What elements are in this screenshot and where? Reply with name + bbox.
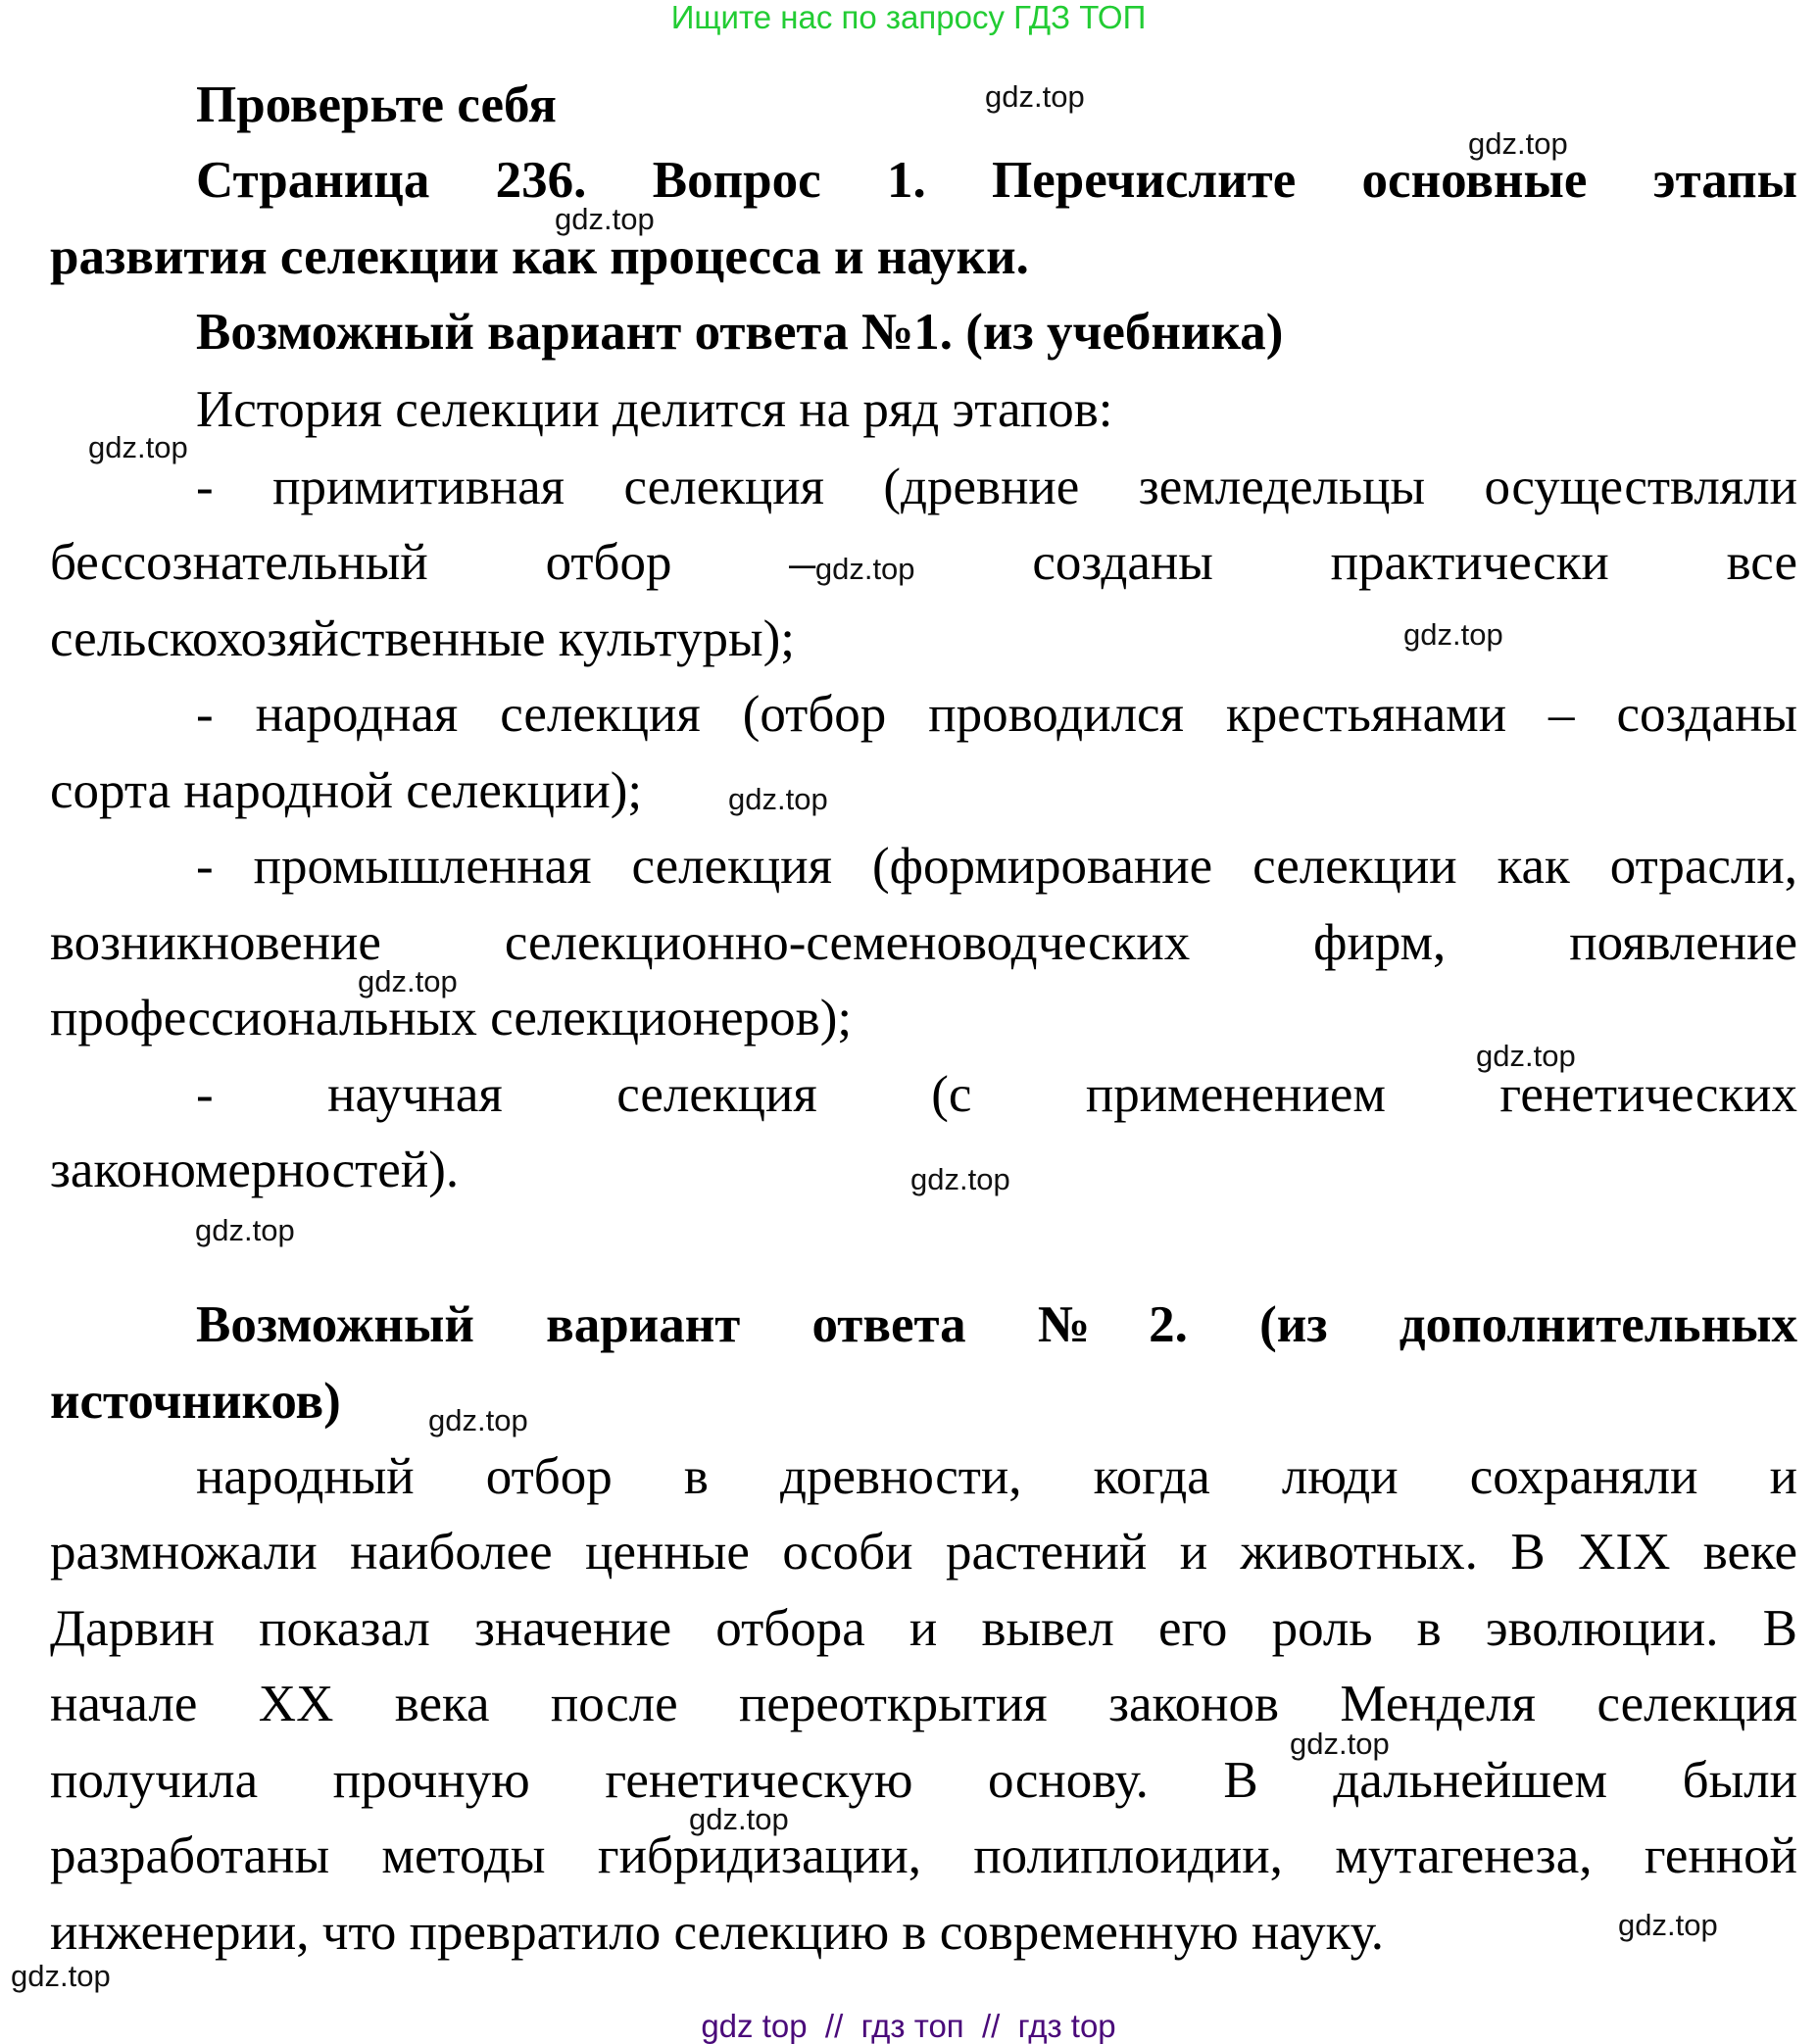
text-line: возникновение селекционно-семеноводческих фирм, появление: [50, 914, 1797, 971]
footer-links: gdz top // гдз топ // гдз top: [701, 2008, 1116, 2044]
watermark: gdz.top: [1290, 1727, 1390, 1761]
answer-heading-2: источников): [50, 1373, 341, 1430]
text-line: начале XX века после переоткрытия законов Менделя селекция: [50, 1676, 1797, 1732]
watermark: gdz.top: [555, 202, 655, 236]
text-line: народный отбор в древности, когда люди сохраняли и: [196, 1448, 1797, 1505]
search-banner: Ищите нас по запросу ГДЗ ТОП: [670, 0, 1147, 35]
watermark: gdz.top: [11, 1959, 111, 1993]
answer-heading-1: Возможный вариант ответа №1. (из учебника): [196, 304, 1284, 361]
text-line: получила прочную генетическую основу. В дальнейшем были: [50, 1752, 1797, 1809]
text-line: инженерии, что превратило селекцию в современную науку.: [50, 1904, 1385, 1961]
watermark: gdz.top: [1476, 1039, 1576, 1073]
text-line: Дарвин показал значение отбора и вывел его роль в эволюции. В: [50, 1600, 1797, 1657]
watermark: gdz.top: [428, 1403, 528, 1437]
text-line: сорта народной селекции);: [50, 762, 643, 819]
question-line: Страница 236. Вопрос 1. Перечислите основные этапы: [196, 152, 1797, 209]
watermark: gdz.top: [910, 1162, 1010, 1196]
watermark: gdz.top: [728, 782, 828, 816]
text-line: - промышленная селекция (формирование селекции как отрасли,: [196, 838, 1797, 895]
answer-heading-2: Возможный вариант ответа №2. (из дополнительных: [196, 1296, 1797, 1353]
watermark: gdz.top: [1403, 617, 1503, 652]
text-line: - народная селекция (отбор проводился крестьянами – созданы: [196, 686, 1797, 743]
text-line: размножали наиболее ценные особи растений и животных. В XIX веке: [50, 1524, 1797, 1581]
watermark: gdz.top: [985, 79, 1085, 114]
text-line: История селекции делится на ряд этапов:: [196, 381, 1113, 438]
text-line: профессиональных селекционеров);: [50, 990, 853, 1046]
text-line: закономерностей).: [50, 1142, 460, 1198]
text-line: - примитивная селекция (древние земледельцы осуществляли: [196, 459, 1797, 515]
text-line: - научная селекция (с применением генетических: [196, 1066, 1797, 1123]
watermark: gdz.top: [689, 1802, 789, 1836]
section-heading: Проверьте себя: [196, 76, 557, 133]
watermark: gdz.top: [1468, 126, 1568, 161]
watermark: gdz.top: [195, 1213, 295, 1247]
question-line: развития селекции как процесса и науки.: [50, 228, 1029, 285]
text-fragment: бессознательный отбор –: [50, 534, 815, 591]
watermark-inline: gdz.top: [814, 552, 915, 586]
watermark: gdz.top: [88, 430, 188, 464]
watermark: gdz.top: [1618, 1908, 1718, 1942]
watermark: gdz.top: [358, 964, 458, 998]
text-line: разработаны методы гибридизации, полиплоидии, мутагенеза, генной: [50, 1827, 1797, 1884]
text-line: сельскохозяйственные культуры);: [50, 610, 795, 667]
text-line: [50, 528, 1797, 597]
text-fragment: созданы практически все: [1032, 534, 1797, 591]
